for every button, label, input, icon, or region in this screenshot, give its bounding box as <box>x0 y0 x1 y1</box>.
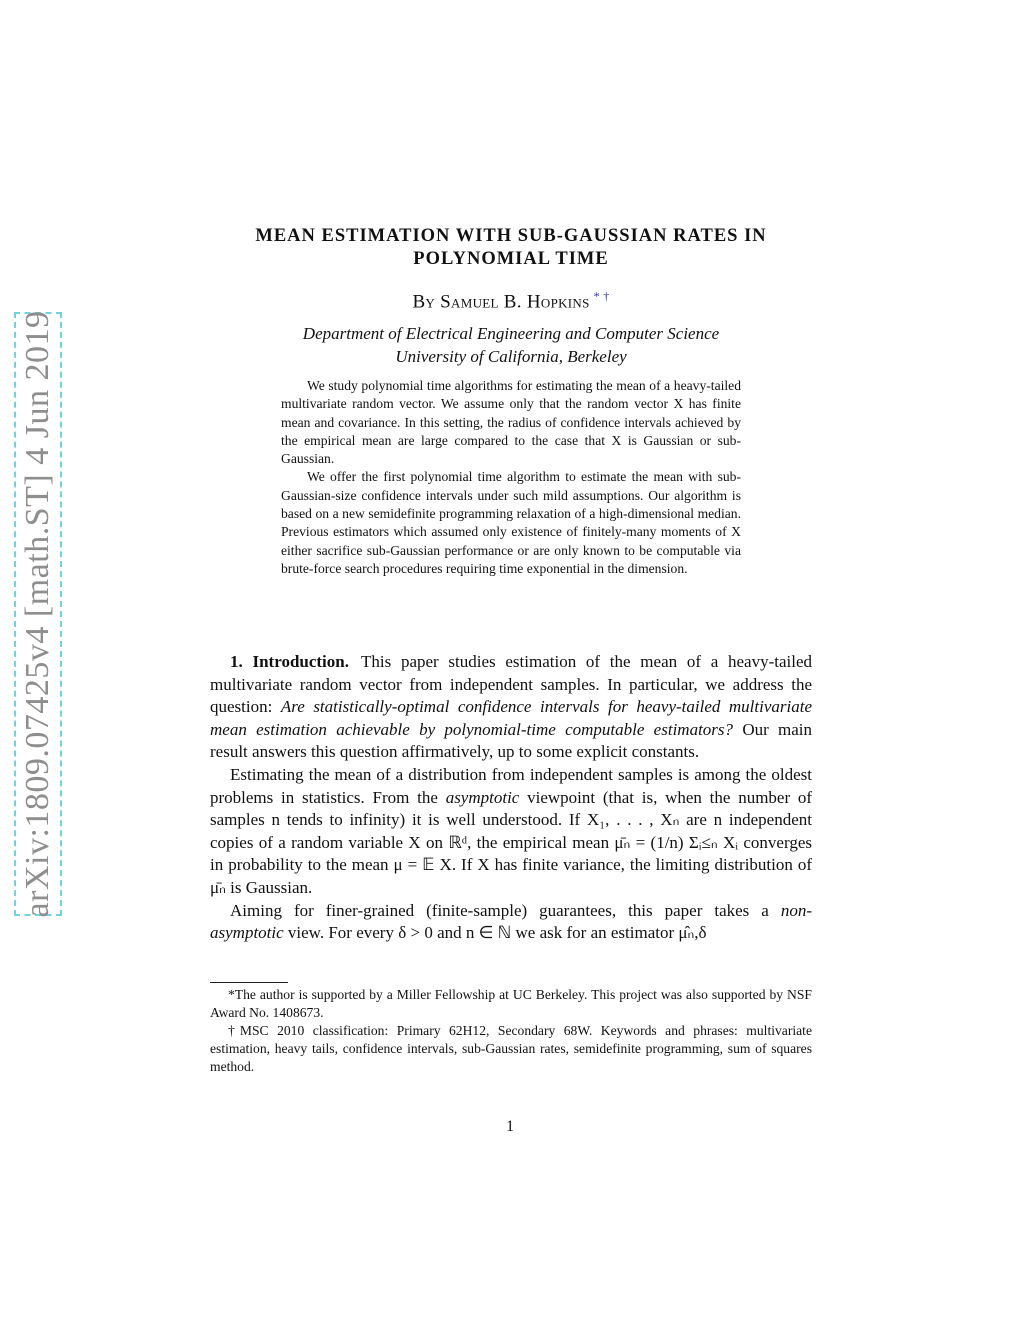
footnote-2: †MSC 2010 classification: Primary 62H12, Secondary 68W. Keywords and phrases: multivariate estimation, heavy tails, confidence intervals, sub-Gaussian rates, semidefinite programming, sum of squares method. <box>210 1023 812 1074</box>
footnote-1: *The author is supported by a Miller Fellowship at UC Berkeley. This project was also supported by NSF Award No. 1408673. <box>210 987 812 1020</box>
body-p1-text-b: Our main result answers this question affirmatively, up to some explicit constants. <box>210 719 813 762</box>
page-number: 1 <box>506 1118 514 1135</box>
body-p2-text-b: viewpoint (that is, when the number of samples n tends to infinity) it is well understood. If X₁, . . . , Xₙ are n independent copies of a random variable X on ℝᵈ, the empirical mean μ̄ₙ = (1/n) Σᵢ≤ₙ Xᵢ converges in probability to the mean μ = 𝔼 X. If X has finite variance, the limiting distribution of μ̄ₙ is Gaussian. <box>210 787 813 897</box>
author-line <box>208 289 814 313</box>
abstract-paragraph-2: We offer the first polynomial time algorithm to estimate the mean with sub-Gaussian-size confidence intervals under such mild assumptions. Our algorithm is based on a new semidefinite programming relaxation of a high-dimensional median. Previous estimators which assumed only existence of finitely-many moments of X either sacrifice sub-Gaussian performance or are only known to be computable via brute-force search procedures requiring time exponential in the dimension. <box>281 469 741 576</box>
body-paragraph-1 <box>210 651 812 764</box>
title-line-1: MEAN ESTIMATION WITH SUB-GAUSSIAN RATES IN <box>255 226 767 246</box>
affiliation-line-2: University of California, Berkeley <box>395 347 627 366</box>
author-name: By Samuel B. Hopkins <box>412 291 590 313</box>
arxiv-id[interactable]: arXiv:1809.07425v4 [math.ST] 4 Jun 2019 <box>19 310 56 918</box>
footnote-rule <box>210 982 288 983</box>
body-p3-text-a: Aiming for finer-grained (finite-sample) guarantees, this paper takes a <box>230 900 769 920</box>
abstract <box>281 377 741 578</box>
body-p2-text-a: Estimating the mean of a distribution from independent samples is among the oldest problems in statistics. From the <box>210 764 812 807</box>
body-text <box>210 651 812 945</box>
body-p3-text-b: view. For every δ > 0 and n ∈ ℕ we ask for an estimator μ̂ₙ,δ <box>287 923 707 943</box>
abstract-paragraph-1: We study polynomial time algorithms for estimating the mean of a heavy-tailed multivariate random vector. We assume only that the random vector X has finite mean and covariance. In this setting, the radius of confidence intervals achieved by the empirical mean are large compared to the case that X is Gaussian or sub-Gaussian. <box>281 378 741 467</box>
title-line-2: POLYNOMIAL TIME <box>413 249 609 269</box>
section-heading: 1. Introduction. <box>230 652 349 671</box>
author-footnote-marks[interactable]: * † <box>593 289 610 303</box>
body-p2-emphasis: asymptotic <box>445 787 520 807</box>
paper-title <box>208 225 814 271</box>
body-paragraph-2 <box>210 764 812 900</box>
research-question: Are statistically-optimal confidence intervals for heavy-tailed multivariate mean estimation achievable by polynomial-time computable estimators? <box>210 697 812 739</box>
footnotes <box>210 986 812 1076</box>
affiliation <box>208 322 814 368</box>
body-paragraph-3 <box>210 900 812 945</box>
affiliation-line-1: Department of Electrical Engineering and Computer Science <box>302 324 720 343</box>
arxiv-side-stamp[interactable] <box>14 312 62 916</box>
body-p1-text-a: This paper studies estimation of the mean of a heavy-tailed multivariate random vector from independent samples. In particular, we address the question: <box>210 652 813 717</box>
body-p3-emphasis: non-asymptotic <box>210 900 813 943</box>
